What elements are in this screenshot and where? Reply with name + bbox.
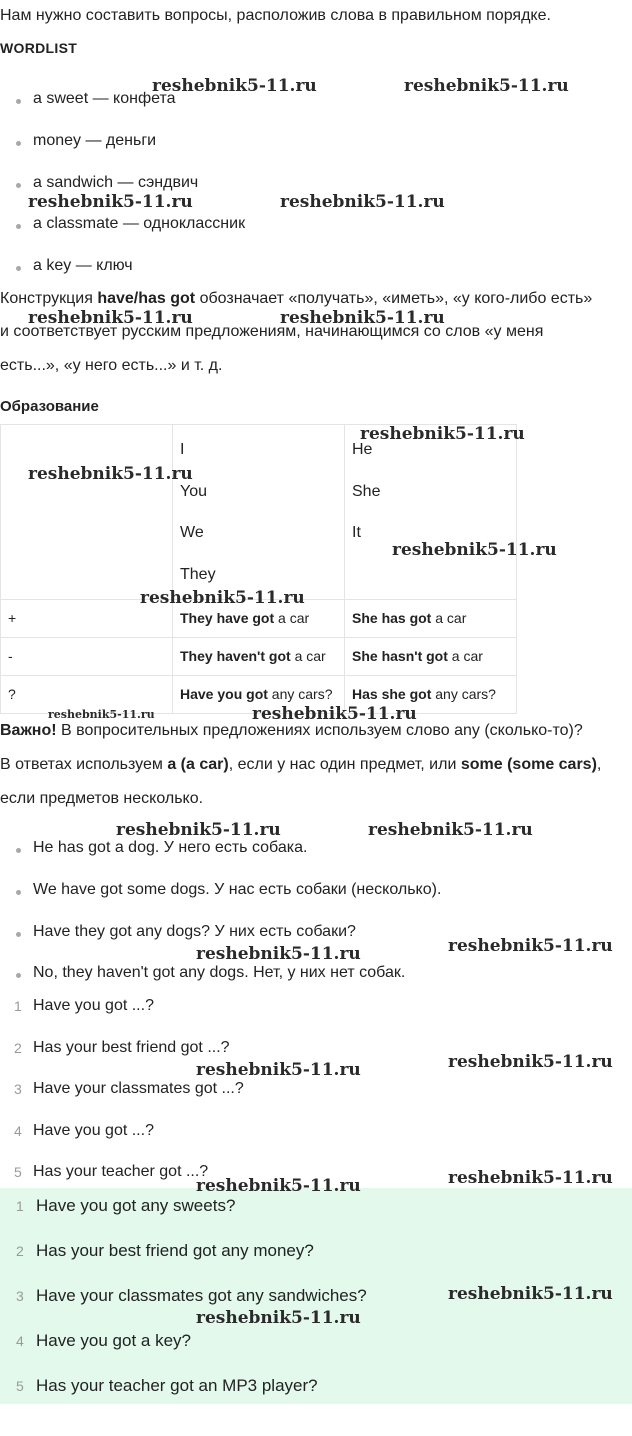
example-item: He has got a dog. У него есть собака.	[33, 839, 308, 856]
important-line-2	[0, 755, 601, 775]
watermark: reshebnik5-11.ru	[196, 1176, 361, 1196]
pronoun: You	[180, 483, 207, 500]
watermark: reshebnik5-11.ru	[448, 1284, 613, 1304]
construction-text: обозначает «получать», «иметь», «у кого-либо есть»	[195, 290, 593, 307]
example-item: We have got some dogs. У нас есть собаки (несколько).	[33, 881, 442, 898]
watermark: reshebnik5-11.ru	[360, 424, 525, 444]
answer-item: Have you got a key?	[36, 1331, 191, 1350]
answer-item: Has your teacher got an MP3 player?	[36, 1376, 318, 1395]
answer-number: 4	[16, 1333, 24, 1349]
watermark: reshebnik5-11.ru	[392, 540, 557, 560]
bullet-icon	[16, 890, 21, 895]
task-item: Have your classmates got ...?	[33, 1080, 244, 1097]
table-cell-text: a car	[290, 648, 326, 664]
wordlist-item: a sweet — конфета	[33, 90, 176, 107]
important-text: ,	[596, 756, 602, 773]
important-term: some (some cars)	[460, 756, 597, 773]
important-label: Важно!	[0, 722, 57, 739]
watermark: reshebnik5-11.ru	[196, 1308, 361, 1328]
bullet-icon	[16, 224, 21, 229]
important-line-3: если предметов несколько.	[0, 790, 204, 807]
table-cell-text: a car	[447, 648, 483, 664]
watermark: reshebnik5-11.ru	[196, 1060, 361, 1080]
bullet-icon	[16, 183, 21, 188]
watermark: reshebnik5-11.ru	[140, 588, 305, 608]
wordlist-heading: WORDLIST	[0, 40, 78, 56]
construction-term: have/has got	[97, 290, 196, 307]
table-cell-bold: She hasn't got	[352, 648, 448, 664]
watermark: reshebnik5-11.ru	[152, 76, 317, 96]
example-item: Have they got any dogs? У них есть собаки?	[33, 923, 356, 940]
task-item: Has your best friend got ...?	[33, 1039, 230, 1056]
pronoun: He	[352, 441, 373, 458]
table-row-sign: ?	[8, 686, 16, 702]
bullet-icon	[16, 973, 21, 978]
task-number: 2	[14, 1040, 22, 1056]
construction-line-2: и соответствует русским предложениям, начинающимся со слов «у меня	[0, 323, 544, 340]
table-cell	[352, 648, 483, 664]
answer-number: 2	[16, 1243, 24, 1259]
watermark: reshebnik5-11.ru	[280, 308, 445, 328]
table-row-sign: -	[8, 648, 13, 664]
watermark: reshebnik5-11.ru	[368, 820, 533, 840]
answer-number: 5	[16, 1378, 24, 1394]
wordlist-item: a key — ключ	[33, 257, 133, 274]
important-line-1	[0, 721, 583, 741]
important-text: В ответах используем	[0, 756, 168, 773]
table-cell-bold: They haven't got	[180, 648, 291, 664]
table-cell-bold: Have you got	[180, 686, 268, 702]
watermark: reshebnik5-11.ru	[280, 192, 445, 212]
watermark: reshebnik5-11.ru	[28, 192, 193, 212]
table-cell-bold: Has she got	[352, 686, 432, 702]
table-cell	[180, 648, 326, 664]
pronoun: We	[180, 524, 204, 541]
pronoun: She	[352, 483, 381, 500]
pronoun: I	[180, 441, 185, 458]
wordlist-item: money — деньги	[33, 132, 157, 149]
watermark: reshebnik5-11.ru	[448, 1168, 613, 1188]
watermark: reshebnik5-11.ru	[252, 704, 417, 724]
table-cell-text: any cars?	[267, 686, 333, 702]
watermark: reshebnik5-11.ru	[28, 308, 193, 328]
example-item: No, they haven't got any dogs. Нет, у них нет собак.	[33, 964, 406, 981]
pronoun: They	[180, 566, 216, 583]
intro-text: Нам нужно составить вопросы, расположив слова в правильном порядке.	[0, 7, 551, 24]
important-term: a (a car)	[167, 756, 229, 773]
watermark: reshebnik5-11.ru	[28, 464, 193, 484]
table-cell-bold: She has got	[352, 610, 432, 626]
watermark: reshebnik5-11.ru	[448, 1052, 613, 1072]
bullet-icon	[16, 266, 21, 271]
pronoun: It	[352, 524, 361, 541]
task-item: Has your teacher got ...?	[33, 1163, 209, 1180]
bullet-icon	[16, 848, 21, 853]
formation-heading: Образование	[0, 398, 99, 415]
answer-number: 1	[16, 1198, 24, 1214]
construction-text: Конструкция	[0, 290, 98, 307]
watermark: reshebnik5-11.ru	[196, 944, 361, 964]
task-number: 3	[14, 1081, 22, 1097]
table-cell-text: any cars?	[431, 686, 496, 702]
table-row-sign: +	[8, 610, 17, 626]
answer-item: Have your classmates got any sandwiches?	[36, 1286, 367, 1305]
answer-item: Have you got any sweets?	[36, 1196, 236, 1215]
table-cell-text: a car	[274, 610, 310, 626]
task-item: Have you got ...?	[33, 1122, 154, 1139]
watermark: reshebnik5-11.ru	[116, 820, 281, 840]
important-text: , если у нас один предмет, или	[228, 756, 461, 773]
watermark: reshebnik5-11.ru	[448, 936, 613, 956]
task-number: 4	[14, 1123, 22, 1139]
table-cell	[180, 686, 333, 702]
construction-line-3: есть...», «у него есть...» и т. д.	[0, 357, 223, 374]
task-number: 5	[14, 1164, 22, 1180]
answer-item: Has your best friend got any money?	[36, 1241, 314, 1260]
table-cell-text: a car	[431, 610, 467, 626]
watermark: reshebnik5-11.ru	[48, 708, 155, 721]
wordlist-item: a classmate — одноклассник	[33, 215, 246, 232]
task-number: 1	[14, 998, 22, 1014]
wordlist-item: a sandwich — сэндвич	[33, 174, 199, 191]
answer-number: 3	[16, 1288, 24, 1304]
watermark: reshebnik5-11.ru	[404, 76, 569, 96]
bullet-icon	[16, 99, 21, 104]
table-cell	[352, 686, 496, 702]
table-cell	[180, 610, 309, 626]
task-item: Have you got ...?	[33, 997, 154, 1014]
bullet-icon	[16, 141, 21, 146]
construction-line-1	[0, 289, 592, 309]
bullet-icon	[16, 932, 21, 937]
important-text: В вопросительных предложениях используем слово any (сколько-то)?	[56, 722, 583, 739]
table-cell-bold: They have got	[180, 610, 275, 626]
table-cell	[352, 610, 466, 626]
